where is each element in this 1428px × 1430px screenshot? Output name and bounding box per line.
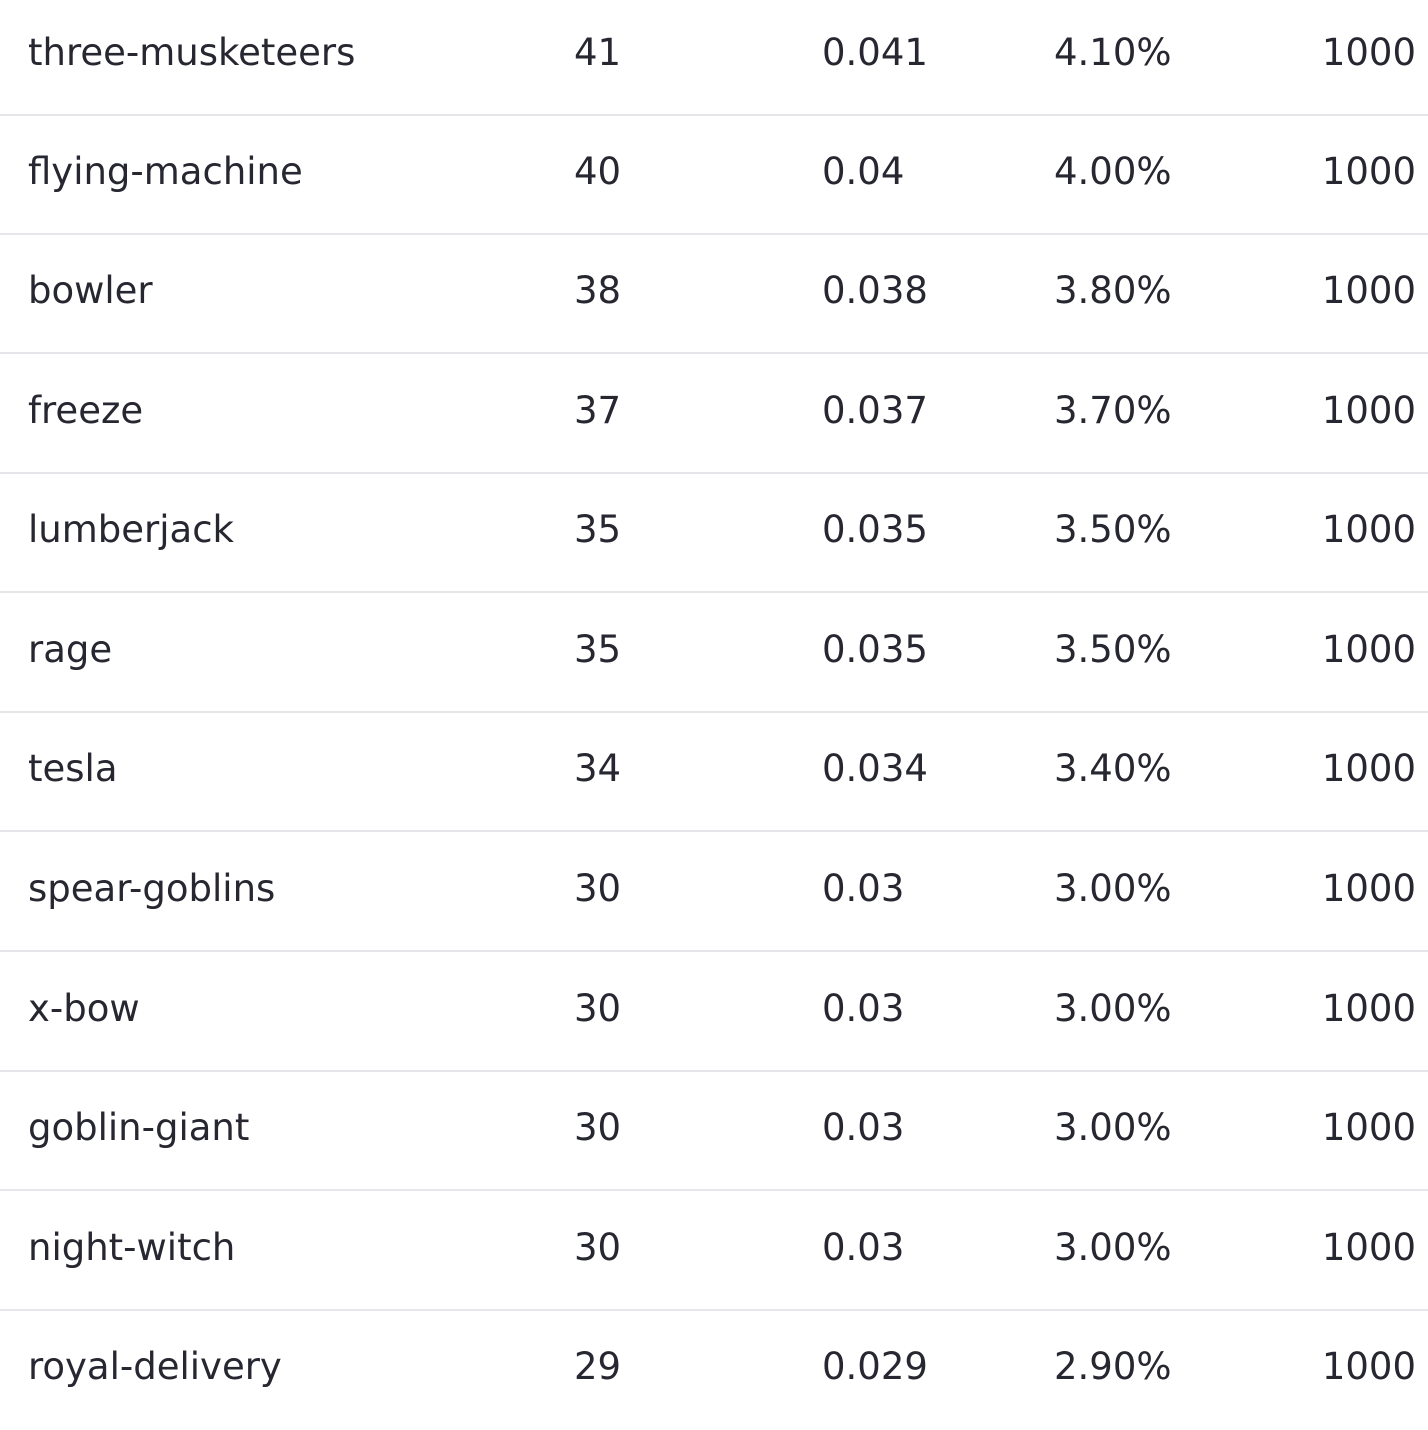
cell-name: x-bow [28, 987, 140, 1030]
cell-percent: 4.00% [1054, 150, 1172, 193]
table-row [0, 713, 1428, 832]
cell-ratio: 0.03 [822, 867, 905, 910]
cell-ratio: 0.035 [822, 628, 928, 671]
cell-ratio: 0.035 [822, 508, 928, 551]
cell-total: 1000 [1321, 31, 1416, 74]
cell-name: flying-machine [28, 150, 303, 193]
cell-count: 38 [574, 269, 622, 312]
cell-name: goblin-giant [28, 1106, 250, 1149]
cell-percent: 3.50% [1054, 508, 1172, 551]
table-row [0, 474, 1428, 593]
cell-name: spear-goblins [28, 867, 276, 910]
cell-total: 1000 [1321, 628, 1416, 671]
cell-ratio: 0.03 [822, 987, 905, 1030]
cell-count: 34 [574, 747, 622, 790]
cell-ratio: 0.038 [822, 269, 928, 312]
cell-total: 1000 [1321, 1345, 1416, 1388]
cell-percent: 3.00% [1054, 1226, 1172, 1269]
table-row [0, 1072, 1428, 1191]
cell-ratio: 0.041 [822, 31, 928, 74]
cell-ratio: 0.029 [822, 1345, 928, 1388]
cell-percent: 3.50% [1054, 628, 1172, 671]
cell-total: 1000 [1321, 150, 1416, 193]
cell-percent: 3.80% [1054, 269, 1172, 312]
cell-name: night-witch [28, 1226, 236, 1269]
cell-ratio: 0.04 [822, 150, 905, 193]
cell-count: 30 [574, 987, 622, 1030]
table-row [0, 1311, 1428, 1430]
cell-count: 41 [574, 31, 622, 74]
cell-ratio: 0.03 [822, 1106, 905, 1149]
table-row [0, 594, 1428, 713]
table-row [0, 0, 1428, 116]
cell-name: tesla [28, 747, 118, 790]
table-row [0, 116, 1428, 235]
cell-ratio: 0.034 [822, 747, 928, 790]
cell-percent: 4.10% [1054, 31, 1172, 74]
cell-total: 1000 [1321, 508, 1416, 551]
cell-count: 35 [574, 508, 622, 551]
cell-total: 1000 [1321, 867, 1416, 910]
table-row [0, 953, 1428, 1072]
cell-count: 35 [574, 628, 622, 671]
cell-ratio: 0.03 [822, 1226, 905, 1269]
cell-percent: 3.00% [1054, 867, 1172, 910]
cell-name: three-musketeers [28, 31, 356, 74]
cell-name: bowler [28, 269, 153, 312]
cell-total: 1000 [1321, 1226, 1416, 1269]
cell-total: 1000 [1321, 987, 1416, 1030]
cell-count: 30 [574, 867, 622, 910]
cell-count: 29 [574, 1345, 622, 1388]
table-row [0, 833, 1428, 952]
cell-total: 1000 [1321, 389, 1416, 432]
table-row [0, 235, 1428, 354]
cell-total: 1000 [1321, 1106, 1416, 1149]
cell-ratio: 0.037 [822, 389, 928, 432]
cell-count: 30 [574, 1106, 622, 1149]
cell-count: 40 [574, 150, 622, 193]
cell-count: 37 [574, 389, 622, 432]
cell-percent: 3.40% [1054, 747, 1172, 790]
cell-name: lumberjack [28, 508, 234, 551]
cell-percent: 2.90% [1054, 1345, 1172, 1388]
cell-total: 1000 [1321, 269, 1416, 312]
cell-name: rage [28, 628, 113, 671]
table-row [0, 355, 1428, 474]
cell-name: royal-delivery [28, 1345, 282, 1388]
cell-name: freeze [28, 389, 144, 432]
cell-total: 1000 [1321, 747, 1416, 790]
cell-percent: 3.00% [1054, 987, 1172, 1030]
table-row [0, 1192, 1428, 1311]
cell-percent: 3.70% [1054, 389, 1172, 432]
cell-percent: 3.00% [1054, 1106, 1172, 1149]
cell-count: 30 [574, 1226, 622, 1269]
